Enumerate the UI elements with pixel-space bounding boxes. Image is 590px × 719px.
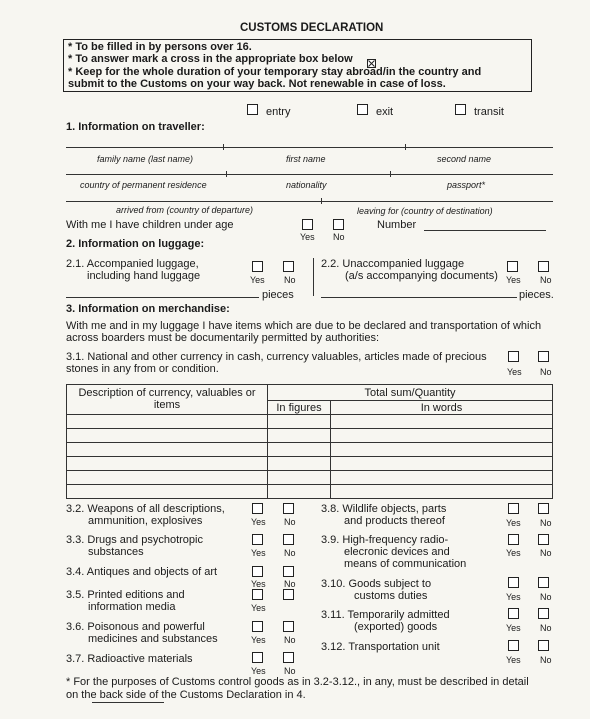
- children-no-checkbox[interactable]: [333, 219, 344, 230]
- item-3-3-no-label: No: [284, 548, 296, 558]
- accompanied-no-checkbox[interactable]: [283, 261, 294, 272]
- item-3-2-label-2: ammunition, explosives: [88, 515, 203, 527]
- item-3-11-yes-label: Yes: [506, 623, 521, 633]
- item-3-6-label-1: 3.6. Poisonous and powerful: [66, 621, 205, 633]
- accompanied-label-2: including hand luggage: [87, 270, 201, 282]
- section2-heading: 2. Information on luggage:: [66, 238, 205, 250]
- item-3-9-label-3: means of communication: [344, 558, 467, 570]
- notice-line-1: * To be filled in by persons over 16.: [68, 41, 252, 53]
- item-3-5-label-1: 3.5. Printed editions and: [66, 589, 185, 601]
- nationality-label: nationality: [286, 180, 327, 190]
- item-3-4-yes-checkbox[interactable]: [252, 566, 263, 577]
- item-3-7-no-label: No: [284, 666, 296, 676]
- exit-label: exit: [376, 106, 394, 118]
- leaving-for-label: leaving for (country of destination): [357, 206, 493, 216]
- item-3-8-yes-label: Yes: [506, 518, 521, 528]
- name-divider-1: [223, 144, 224, 150]
- item-3-12-no-label: No: [540, 655, 552, 665]
- crossed-box-icon: [367, 55, 376, 64]
- currency-label-2: stones in any from or condition.: [66, 363, 219, 375]
- first-name-label: first name: [286, 154, 326, 164]
- item-3-10-yes-checkbox[interactable]: [508, 577, 519, 588]
- currency-no-checkbox[interactable]: [538, 351, 549, 362]
- children-no-label: No: [333, 232, 345, 242]
- second-name-label: second name: [437, 154, 492, 164]
- total-header: Total sum/Quantity: [268, 385, 553, 401]
- table-cell[interactable]: [268, 471, 331, 485]
- item-3-8-no-label: No: [540, 518, 552, 528]
- item-3-5-yes-label: Yes: [251, 603, 266, 613]
- item-3-12-yes-label: Yes: [506, 655, 521, 665]
- notice-line-4: submit to the Customs on your way back. Not renewable in case of loss.: [68, 78, 446, 90]
- name-line[interactable]: [66, 147, 553, 148]
- item-3-9-yes-checkbox[interactable]: [508, 534, 519, 545]
- description-header: [67, 385, 268, 415]
- section3-heading: 3. Information on merchandise:: [66, 303, 230, 315]
- back-side-underline: [92, 702, 164, 703]
- item-3-11-label-2: (exported) goods: [354, 621, 438, 633]
- description-header-2: items: [153, 399, 181, 411]
- item-3-3-label-2: substances: [88, 546, 144, 558]
- item-3-6-no-label: No: [284, 635, 296, 645]
- section3-intro-2: across boarders must be documentarily permitted by authorities:: [66, 332, 380, 344]
- unaccompanied-yes-checkbox[interactable]: [507, 261, 518, 272]
- item-3-10-label-2: customs duties: [354, 590, 428, 602]
- item-3-10-yes-label: Yes: [506, 592, 521, 602]
- item-3-7-yes-checkbox[interactable]: [252, 652, 263, 663]
- item-3-6-yes-label: Yes: [251, 635, 266, 645]
- item-3-11-yes-checkbox[interactable]: [508, 608, 519, 619]
- unaccompanied-label-2: (a/s accompanying documents): [345, 270, 498, 282]
- item-3-12-no-checkbox[interactable]: [538, 640, 549, 651]
- pieces-left-field[interactable]: [66, 297, 259, 298]
- table-cell[interactable]: [268, 415, 331, 429]
- item-3-10-no-checkbox[interactable]: [538, 577, 549, 588]
- item-3-2-yes-checkbox[interactable]: [252, 503, 263, 514]
- table-cell[interactable]: [268, 443, 331, 457]
- children-label: With me I have children under age: [66, 219, 234, 231]
- item-3-4-yes-label: Yes: [251, 579, 266, 589]
- entry-label: entry: [266, 106, 291, 118]
- item-3-8-no-checkbox[interactable]: [538, 503, 549, 514]
- item-3-12-label-1: 3.12. Transportation unit: [321, 641, 440, 653]
- transit-label: transit: [474, 106, 504, 118]
- table-cell[interactable]: [331, 415, 553, 429]
- pieces-right-field[interactable]: [321, 297, 517, 298]
- country-label: country of permanent residence: [80, 180, 207, 190]
- unaccompanied-no-label: No: [540, 275, 552, 285]
- item-3-9-label-2: elecronic devices and: [344, 546, 450, 558]
- residence-line[interactable]: [66, 174, 553, 175]
- item-3-7-no-checkbox[interactable]: [283, 652, 294, 663]
- item-3-8-yes-checkbox[interactable]: [508, 503, 519, 514]
- luggage-divider: [313, 258, 314, 296]
- item-3-11-no-checkbox[interactable]: [538, 608, 549, 619]
- words-header: In words: [331, 401, 553, 415]
- children-yes-checkbox[interactable]: [302, 219, 313, 230]
- item-3-2-yes-label: Yes: [251, 517, 266, 527]
- table-cell[interactable]: [268, 457, 331, 471]
- item-3-6-label-2: medicines and substances: [88, 633, 218, 645]
- item-3-9-label-1: 3.9. High-frequency radio-: [321, 534, 449, 546]
- route-line[interactable]: [66, 201, 553, 202]
- notice-line-3: * Keep for the whole duration of your temporary stay abroad/in the country and: [68, 66, 482, 78]
- route-divider: [321, 198, 322, 204]
- family-name-label: family name (last name): [97, 154, 194, 164]
- currency-table: [66, 384, 553, 499]
- item-3-3-yes-checkbox[interactable]: [252, 534, 263, 545]
- item-3-3-yes-label: Yes: [251, 548, 266, 558]
- currency-label-1: 3.1. National and other currency in cash, currency valuables, articles made of precious: [66, 351, 487, 363]
- number-field[interactable]: [424, 230, 546, 231]
- footnote-line-2: on the back side of the Customs Declaration in 4.: [66, 689, 306, 701]
- item-3-5-yes-checkbox[interactable]: [252, 589, 263, 600]
- item-3-5-label-2: information media: [88, 601, 176, 613]
- children-yes-label: Yes: [300, 232, 315, 242]
- name-divider-2: [405, 144, 406, 150]
- item-3-8-label-1: 3.8. Wildlife objects, parts: [321, 503, 447, 515]
- currency-no-label: No: [540, 367, 552, 377]
- item-3-6-yes-checkbox[interactable]: [252, 621, 263, 632]
- table-cell[interactable]: [67, 457, 268, 471]
- residence-divider-2: [390, 171, 391, 177]
- item-3-10-no-label: No: [540, 592, 552, 602]
- exit-checkbox[interactable]: [357, 104, 368, 115]
- footnote-line-1: * For the purposes of Customs control goods as in 3.2-3.12., in any, must be described in detail: [66, 676, 529, 688]
- table-cell[interactable]: [268, 485, 331, 499]
- description-header-1: Description of currency, valuables or: [78, 387, 256, 399]
- item-3-7-label-1: 3.7. Radioactive materials: [66, 653, 193, 665]
- table-cell[interactable]: [67, 485, 268, 499]
- table-cell[interactable]: [67, 415, 268, 429]
- passport-label: passport*: [447, 180, 486, 190]
- table-cell[interactable]: [268, 429, 331, 443]
- accompanied-label-1: 2.1. Accompanied luggage,: [66, 258, 199, 270]
- table-cell[interactable]: [331, 485, 553, 499]
- item-3-4-no-label: No: [284, 579, 296, 589]
- item-3-4-no-checkbox[interactable]: [283, 566, 294, 577]
- arrived-from-label: arrived from (country of departure): [116, 205, 254, 215]
- item-3-11-label-1: 3.11. Temporarily admitted: [321, 609, 450, 621]
- figures-header: In figures: [268, 401, 331, 415]
- item-3-2-no-label: No: [284, 517, 296, 527]
- item-3-9-yes-label: Yes: [506, 548, 521, 558]
- pieces-left-label: pieces: [262, 289, 294, 301]
- accompanied-yes-label: Yes: [250, 275, 265, 285]
- item-3-12-yes-checkbox[interactable]: [508, 640, 519, 651]
- item-3-5-no-checkbox[interactable]: [283, 589, 294, 600]
- table-cell[interactable]: [67, 443, 268, 457]
- item-3-10-label-1: 3.10. Goods subject to: [321, 578, 432, 590]
- unaccompanied-no-checkbox[interactable]: [538, 261, 549, 272]
- item-3-6-no-checkbox[interactable]: [283, 621, 294, 632]
- item-3-3-no-checkbox[interactable]: [283, 534, 294, 545]
- entry-checkbox[interactable]: [247, 104, 258, 115]
- item-3-4-label-1: 3.4. Antiques and objects of art: [66, 566, 218, 578]
- notice-line-2: * To answer mark a cross in the appropriate box below: [68, 53, 353, 65]
- table-cell[interactable]: [331, 443, 553, 457]
- table-cell[interactable]: [331, 429, 553, 443]
- item-3-2-no-checkbox[interactable]: [283, 503, 294, 514]
- currency-yes-checkbox[interactable]: [508, 351, 519, 362]
- currency-yes-label: Yes: [507, 367, 522, 377]
- table-cell[interactable]: [67, 429, 268, 443]
- table-cell[interactable]: [331, 457, 553, 471]
- table-cell[interactable]: [331, 471, 553, 485]
- section1-heading: 1. Information on traveller:: [66, 121, 205, 133]
- item-3-7-yes-label: Yes: [251, 666, 266, 676]
- item-3-3-label-1: 3.3. Drugs and psychotropic: [66, 534, 203, 546]
- accompanied-no-label: No: [284, 275, 296, 285]
- number-label: Number: [377, 219, 417, 231]
- pieces-right-label: pieces.: [519, 289, 554, 301]
- unaccompanied-label-1: 2.2. Unaccompanied luggage: [321, 258, 465, 270]
- item-3-2-label-1: 3.2. Weapons of all descriptions,: [66, 503, 225, 515]
- residence-divider-1: [226, 171, 227, 177]
- form-title: CUSTOMS DECLARATION: [240, 22, 384, 34]
- table-cell[interactable]: [67, 471, 268, 485]
- transit-checkbox[interactable]: [455, 104, 466, 115]
- unaccompanied-yes-label: Yes: [506, 275, 521, 285]
- item-3-9-no-checkbox[interactable]: [538, 534, 549, 545]
- item-3-9-no-label: No: [540, 548, 552, 558]
- item-3-8-label-2: and products thereof: [344, 515, 445, 527]
- section3-intro-1: With me and in my luggage I have items which are due to be declared and transportation of which: [66, 320, 542, 332]
- accompanied-yes-checkbox[interactable]: [252, 261, 263, 272]
- item-3-11-no-label: No: [540, 623, 552, 633]
